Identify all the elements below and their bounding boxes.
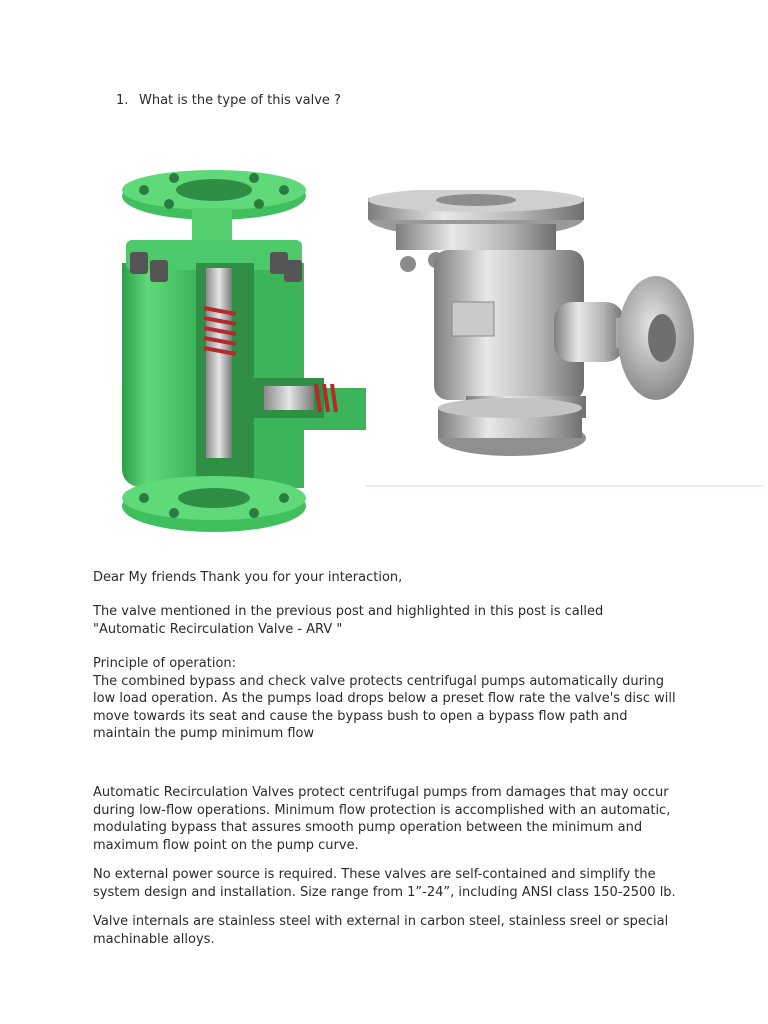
text-line: "Automatic Recirculation Valve - ARV " [93,621,343,637]
internals-paragraph [93,913,693,948]
text-line: The valve mentioned in the previous post and highlighted in this post is called [93,604,604,619]
text-line: No external power source is required. These valves are self-contained and simplify the [93,867,656,882]
text-line: during low-flow operations. Minimum flow protection is accomplished with an automatic, [93,802,671,818]
power-paragraph [93,866,693,901]
question-number: 1. [116,93,129,108]
text-line: system design and installation. Size range from 1”-24”, including ANSI class 150-2500 lb. [93,884,676,900]
greeting-text: Dear My friends Thank you for your interaction, [93,570,403,585]
valve-cutaway-illustration [104,168,366,544]
greeting-paragraph [93,569,693,587]
text-line: modulating bypass that assures smooth pump operation between the minimum and [93,820,643,835]
text-line: low load operation. As the pumps load drops below a preset flow rate the valve's disc will [93,691,676,706]
text-line: Principle of operation: [93,656,237,671]
intro-paragraph [93,603,693,638]
text-line: move towards its seat and cause the bypass bush to open a bypass flow path and [93,708,628,724]
text-line: Valve internals are stainless steel with external in carbon steel, stainless sreel or special [93,914,669,929]
question-item [116,92,341,110]
steel-valve-photo [366,190,764,490]
text-line: machinable alloys. [93,931,215,947]
text-line: Automatic Recirculation Valves protect centrifugal pumps from damages that may occur [93,785,669,800]
question-text: What is the type of this valve ? [139,93,341,108]
text-line: maximum flow point on the pump curve. [93,837,359,853]
protection-paragraph [93,784,693,854]
principle-paragraph [93,655,693,743]
text-line: The combined bypass and check valve protects centrifugal pumps automatically during [93,673,665,689]
text-line: maintain the pump minimum flow [93,726,315,741]
